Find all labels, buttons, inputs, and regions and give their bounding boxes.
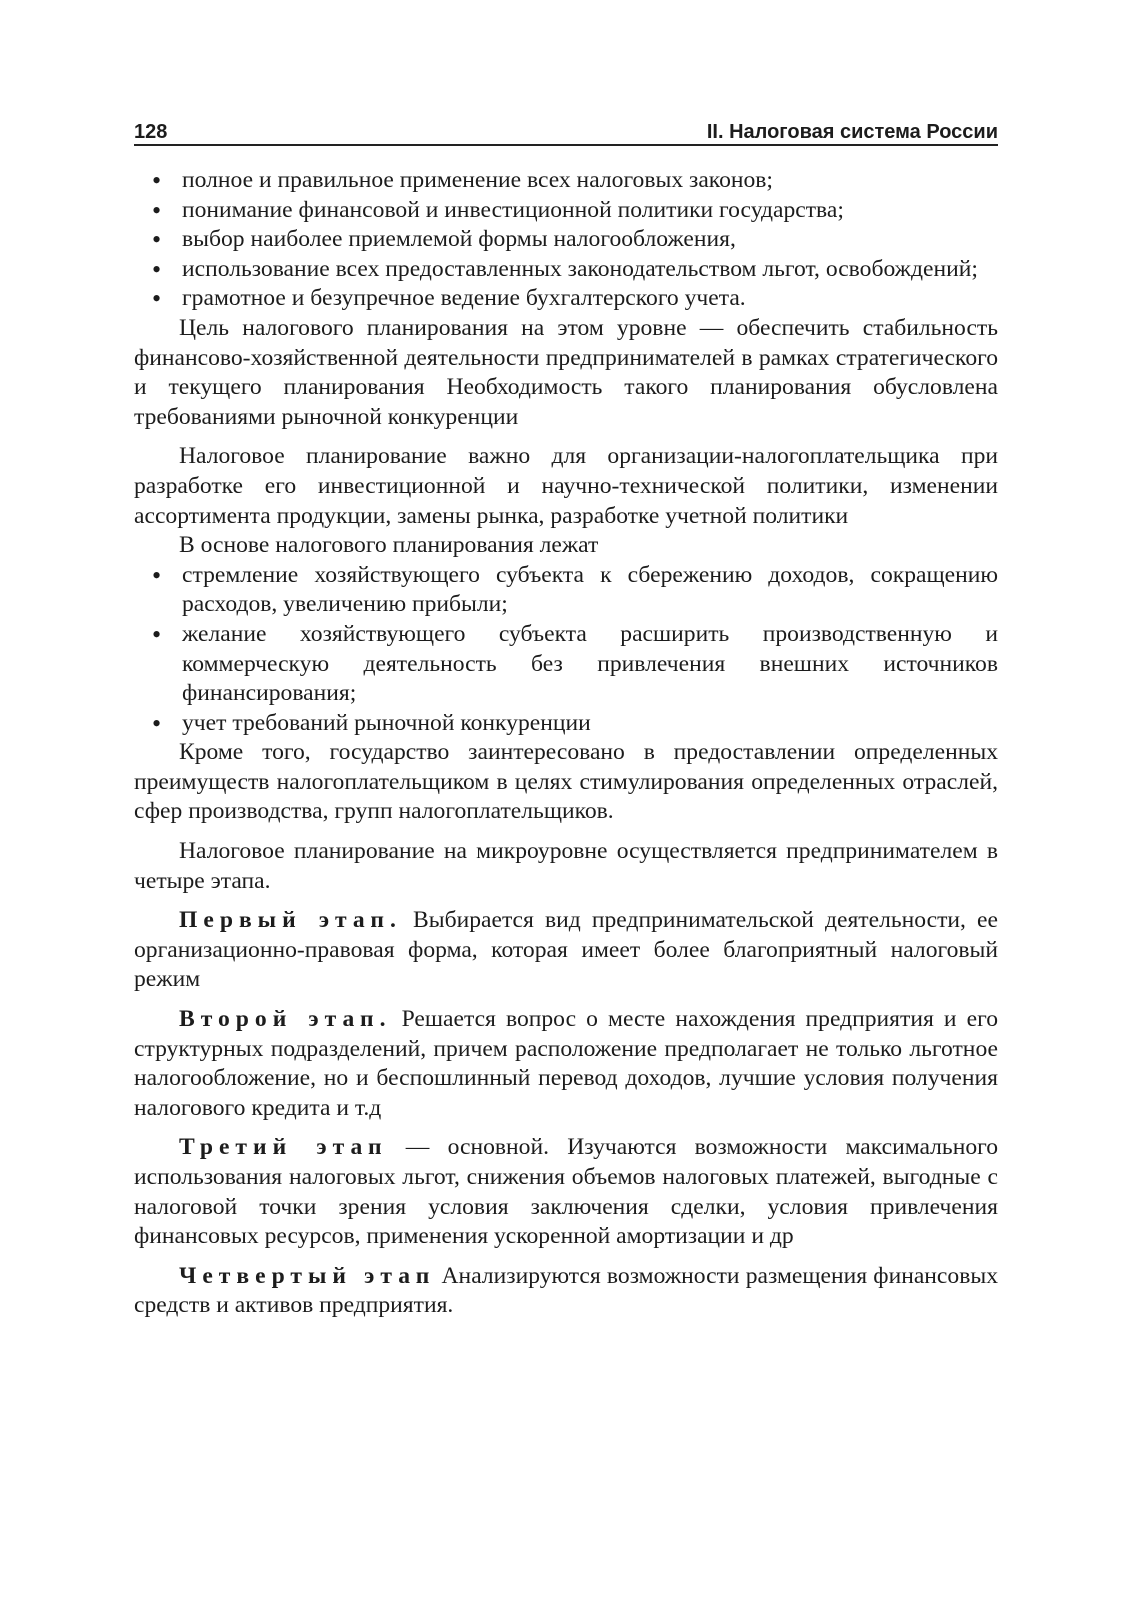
stage-text: — основной. Изучаются возможности максимального использования налоговых льгот, снижения объемов налоговых платежей, выгодные с налоговой точки зрения условия заключения сделки, условия привлечения финансовых ресурсов, применения ускоренной амортизации и др (134, 1134, 999, 1250)
stage-text: Решается вопрос о месте нахождения предприятия и его структурных подразделений, причем расположение предполагает не только льготное налогообложение, но и беспошлинный перевод доходов, лучшие условия получения налогового кредита и т.д (134, 1006, 998, 1121)
list-item: • полное и правильное применение всех налоговых законов; (134, 166, 998, 196)
stage-title: Четвертый этап (179, 1262, 436, 1289)
paragraph-goal: Цель налогового планирования на этом уровне — обеспечить стабильность финансово-хозяйственной деятельности предпринимателей в рамках стратегического и текущего планирования Необходимость такого планирования обусловлена требованиями рыночной конкуренции (134, 314, 998, 430)
stage-title: Третий этап (179, 1134, 388, 1161)
list-item: • выбор наиболее приемлемой формы налогообложения, (134, 225, 998, 255)
list-item: • стремление хозяйствующего субъекта к сбережению доходов, сокращению расходов, увеличению прибыли; (134, 561, 998, 620)
page-body (134, 166, 998, 1321)
paragraph-importance: Налоговое планирование важно для организации-налогоплательщика при разработке его инвестиционной и научно-технической политики, изменении ассортимента продукции, замены рынка, разработке учетной политики (134, 443, 998, 529)
stage-title: Второй этап. (179, 1006, 392, 1033)
paragraph-state-interest: Кроме того, государство заинтересовано в предоставлении определенных преимуществ налогоплательщиком в целях стимулирования определенных отраслей, сфер производства, групп налогоплательщиков. (134, 739, 998, 825)
page-number: 128 (134, 121, 168, 143)
running-title: II. Налоговая система России (706, 121, 998, 143)
stage-2 (134, 1005, 998, 1123)
bullet-list-principles (134, 166, 998, 314)
stage-4 (134, 1262, 998, 1321)
paragraph-basis: В основе налогового планирования лежат (179, 532, 599, 559)
list-item: • грамотное и безупречное ведение бухгалтерского учета. (134, 284, 998, 314)
list-item: • понимание финансовой и инвестиционной политики государства; (134, 196, 998, 226)
stage-text: Анализируются возможности размещения финансовых средств и активов предприятия. (134, 1262, 998, 1319)
list-item: • желание хозяйствующего субъекта расширить производственную и коммерческую деятельность без привлечения внешних источников финансирования; (134, 620, 998, 709)
stage-text: Выбирается вид предпринимательской деятельности, ее организационно-правовая форма, которая имеет более благоприятный налоговый режим (134, 907, 998, 993)
bullet-list-basis (134, 561, 998, 739)
stage-1 (134, 906, 998, 995)
book-page (134, 108, 998, 1321)
stage-3 (134, 1133, 998, 1251)
stage-title: Первый этап. (179, 907, 402, 934)
page-header (134, 108, 998, 146)
list-item: • использование всех предоставленных законодательством льгот, освобождений; (134, 255, 998, 285)
list-item: • учет требований рыночной конкуренции (134, 709, 998, 739)
paragraph-micro-level: Налоговое планирование на микроуровне осуществляется предпринимателем в четыре этапа. (134, 838, 998, 894)
